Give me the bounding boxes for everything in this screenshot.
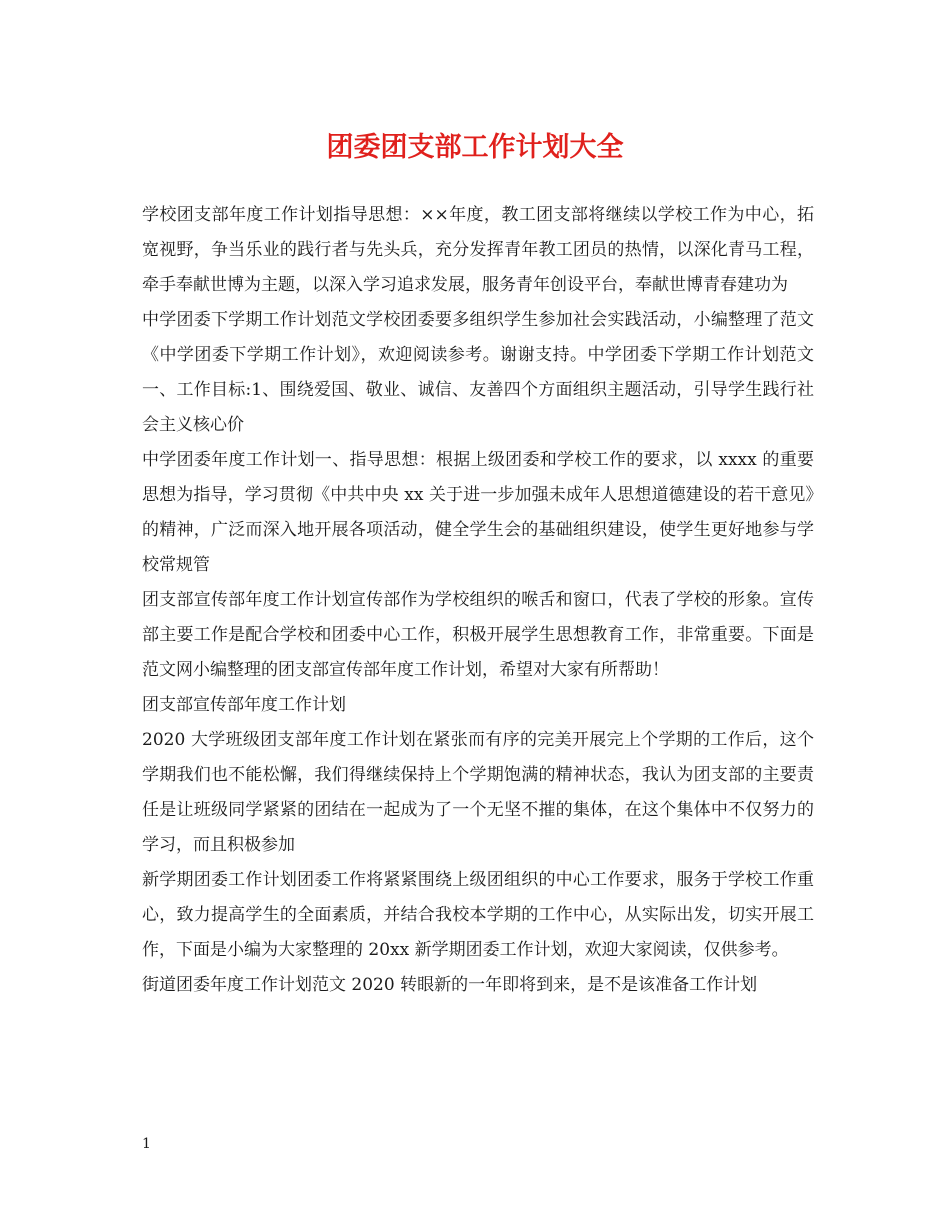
page-number: 1: [142, 1136, 151, 1152]
paragraph-5: 团支部宣传部年度工作计划: [142, 695, 346, 715]
paragraph-4: 团支部宣传部年度工作计划宣传部作为学校组织的喉舌和窗口，代表了学校的形象。宣传部主要工作是配合学校和团委中心工作，积极开展学生思想教育工作，非常重要。下面是范文网小编整理的团支部宣传部年度工作计划，希望对大家有所帮助！: [142, 590, 814, 680]
paragraph-3: 中学团委年度工作计划一、指导思想：根据上级团委和学校工作的要求，以 xxxx 的重要思想为指导，学习贯彻《中共中央 xx 关于进一步加强未成年人思想道德建设的若干意见》的精神，广泛而深入地开展各项活动，健全学生会的基础组织建设，使学生更好地参与学校常规管: [142, 450, 814, 575]
paragraph-2: 中学团委下学期工作计划范文学校团委要多组织学生参加社会实践活动，小编整理了范文《中学团委下学期工作计划》，欢迎阅读参考。谢谢支持。中学团委下学期工作计划范文一、工作目标:1、围绕爱国、敬业、诚信、友善四个方面组织主题活动，引导学生践行社会主义核心价: [142, 310, 814, 435]
paragraph-6: 2020 大学班级团支部年度工作计划在紧张而有序的完美开展完上个学期的工作后，这个学期我们也不能松懈，我们得继续保持上个学期饱满的精神状态，我认为团支部的主要责任是让班级同学紧紧的团结在一起成为了一个无坚不摧的集体，在这个集体中不仅努力的学习，而且积极参加: [142, 730, 814, 855]
document-body: [142, 198, 814, 1003]
paragraph-7: 新学期团委工作计划团委工作将紧紧围绕上级团组织的中心工作要求，服务于学校工作重心，致力提高学生的全面素质，并结合我校本学期的工作中心，从实际出发，切实开展工作，下面是小编为大家整理的 20xx 新学期团委工作计划，欢迎大家阅读，仅供参考。: [142, 870, 814, 960]
paragraph-8: 街道团委年度工作计划范文 2020 转眼新的一年即将到来，是不是该准备工作计划: [142, 975, 758, 995]
document-title: 团委团支部工作计划大全: [326, 132, 624, 163]
paragraph-1: 学校团支部年度工作计划指导思想：××年度，教工团支部将继续以学校工作为中心，拓宽视野，争当乐业的践行者与先头兵，充分发挥青年教工团员的热情，以深化青马工程，牵手奉献世博为主题，以深入学习追求发展，服务青年创设平台，奉献世博青春建功为: [142, 205, 814, 295]
